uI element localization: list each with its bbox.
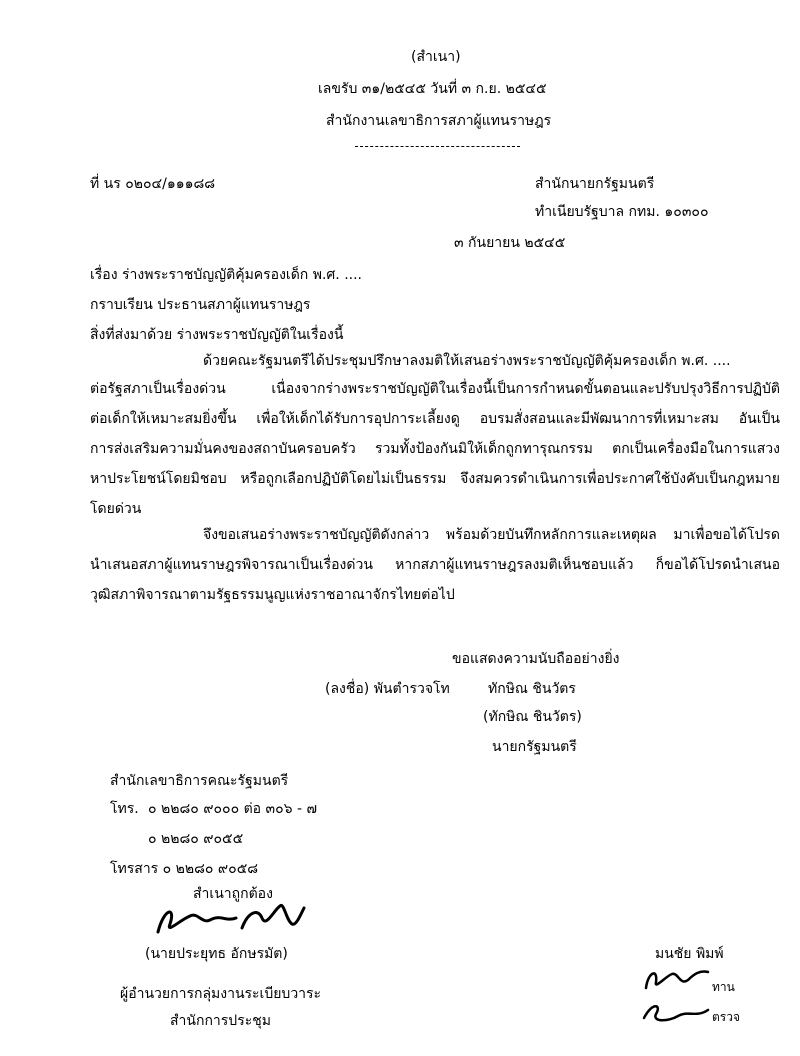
fax-number: โทรสาร ๐ ๒๒๘๐ ๙๐๕๘ (110, 861, 259, 877)
subject-line: เรื่อง ร่างพระราชบัญญัติคุ้มครองเด็ก พ.ศ. .... (90, 267, 362, 283)
contact-office: สำนักเลขาธิการคณะรัฐมนตรี (110, 773, 289, 789)
body-line: หาประโยชน์โดยมิชอบ หรือถูกเลือกปฏิบัติโดยไม่เป็นธรรม จึงสมควรดำเนินการเพื่อประกาศใช้บังคับเป็นกฎหมาย (90, 471, 780, 487)
receipt-line: เลขรับ ๓๑/๒๕๔๕ วันที่ ๓ ก.ย. ๒๕๔๕ (318, 81, 547, 97)
signer-name: ทักษิณ ชินวัตร (488, 681, 576, 697)
checker-initials (638, 996, 712, 1030)
signer-name-parenthesized: (ทักษิณ ชินวัตร) (483, 709, 582, 725)
sender-office: สำนักนายกรัฐมนตรี (535, 176, 655, 192)
body-line: โดยด่วน (90, 501, 142, 517)
typist-name: มนชัย พิมพ์ (655, 946, 724, 962)
tel-number-1: ๐ ๒๒๘๐ ๙๐๐๐ ต่อ ๓๐๖ - ๗ (148, 801, 318, 817)
sender-address: ทำเนียบรัฐบาล กทม. ๑๐๓๐๐ (535, 204, 709, 220)
reference-number: ที่ นร ๐๒๐๔/๑๑๑๘๘ (90, 176, 216, 192)
certified-copy-label: สำเนาถูกต้อง (193, 886, 273, 902)
header-divider (355, 146, 520, 147)
tel-label: โทร. (110, 801, 139, 817)
body-line: ด้วยคณะรัฐมนตรีได้ประชุมปรึกษาลงมติให้เสนอร่างพระราชบัญญัติคุ้มครองเด็ก พ.ศ. .... (203, 353, 731, 369)
certifier-signature (150, 898, 310, 942)
receiving-office: สำนักงานเลขาธิการสภาผู้แทนราษฎร (326, 113, 552, 129)
checked-label: ตรวจ (712, 1010, 741, 1024)
certifier-office: สำนักการประชุม (170, 1013, 271, 1029)
signed-prefix: (ลงชื่อ) พันตำรวจโท (325, 681, 450, 697)
body-line: จึงขอเสนอร่างพระราชบัญญัติดังกล่าว พร้อมด้วยบันทึกหลักการและเหตุผล มาเพื่อขอได้โปรด (203, 527, 780, 543)
reviewed-label: ทาน (712, 980, 735, 994)
tel-number-2: ๐ ๒๒๘๐ ๙๐๕๕ (148, 831, 244, 847)
copy-mark: (สำเนา) (411, 49, 461, 65)
signer-title: นายกรัฐมนตรี (492, 739, 577, 755)
body-line: ต่อเด็กให้เหมาะสมยิ่งขึ้น เพื่อให้เด็กได้รับการอุปการะเลี้ยงดู อบรมสั่งสอนและมีพัฒนาการที่เหมาะสม อันเป็น (90, 411, 780, 427)
addressee-line: กราบเรียน ประธานสภาผู้แทนราษฎร (90, 297, 311, 313)
reviewer-initials (642, 960, 712, 996)
body-line: ต่อรัฐสภาเป็นเรื่องด่วน เนื่องจากร่างพระราชบัญญัติในเรื่องนี้เป็นการกำหนดขั้นตอนและปรับปรุงวิธีการปฏิบัติ (90, 381, 780, 397)
certifier-title: ผู้อำนวยการกลุ่มงานระเบียบวาระ (120, 986, 322, 1002)
body-line: การส่งเสริมความมั่นคงของสถาบันครอบครัว รวมทั้งป้องกันมิให้เด็กถูกทารุณกรรม ตกเป็นเครื่องมือในการแสวง (90, 441, 780, 457)
letter-date: ๓ กันยายน ๒๕๔๕ (454, 235, 566, 251)
attachment-line: สิ่งที่ส่งมาด้วย ร่างพระราชบัญญัติในเรื่องนี้ (90, 327, 344, 343)
certifier-name: (นายประยุทธ อักษรมัต) (145, 946, 288, 962)
closing-salutation: ขอแสดงความนับถืออย่างยิ่ง (452, 651, 620, 667)
body-line: นำเสนอสภาผู้แทนราษฎรพิจารณาเป็นเรื่องด่วน หากสภาผู้แทนราษฎรลงมติเห็นชอบแล้ว ก็ขอได้โปรดนำเสนอ (90, 557, 780, 573)
body-line: วุฒิสภาพิจารณาตามรัฐธรรมนูญแห่งราชอาณาจักรไทยต่อไป (90, 587, 455, 603)
